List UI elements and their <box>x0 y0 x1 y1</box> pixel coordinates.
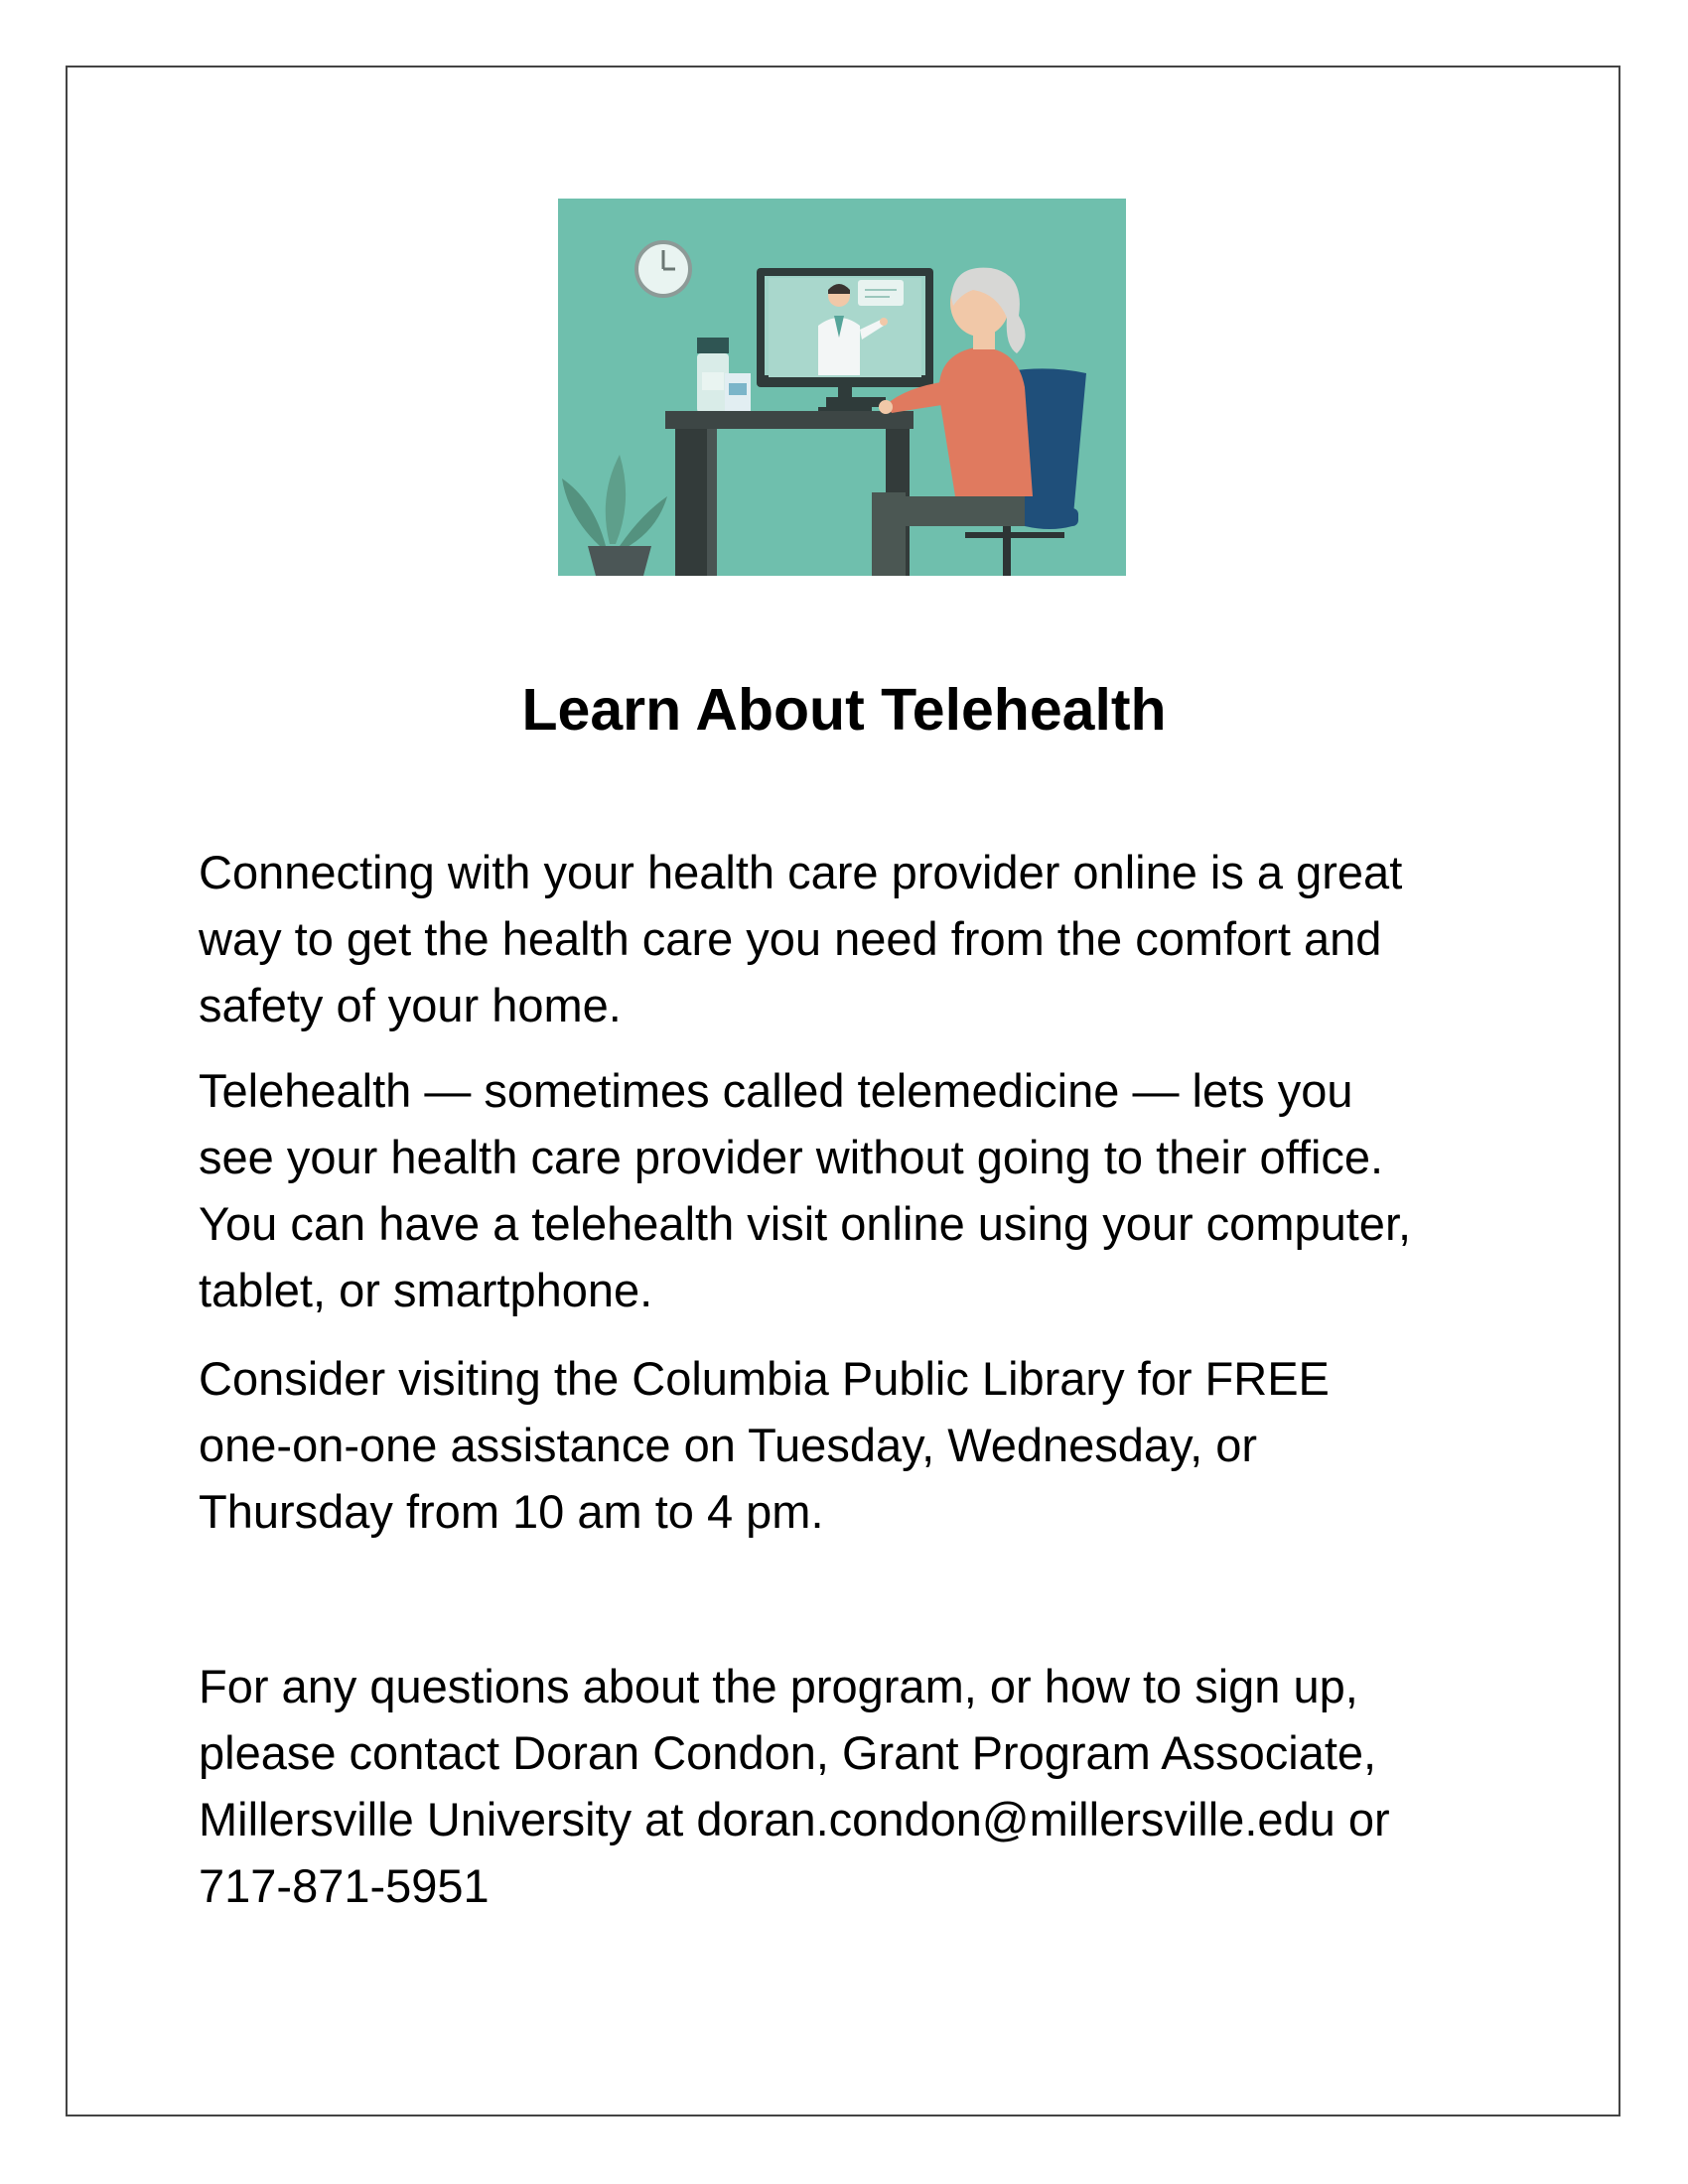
paragraph-line: please contact Doran Condon, Grant Program Associate, <box>199 1726 1377 1779</box>
paragraph-line: tablet, or smartphone. <box>199 1264 653 1316</box>
paragraph-line: Millersville University at doran.condon@millersville.edu or <box>199 1793 1390 1845</box>
paragraph-line: 717-871-5951 <box>199 1859 490 1912</box>
paragraph-line: Thursday from 10 am to 4 pm. <box>199 1485 824 1538</box>
library-assistance-paragraph <box>199 1345 1529 1545</box>
page-title: Learn About Telehealth <box>521 677 1167 743</box>
paragraph-line: Telehealth — sometimes called telemedicine — lets you <box>199 1064 1353 1117</box>
paragraph-line: Connecting with your health care provider online is a great <box>199 846 1403 898</box>
paragraph-line: You can have a telehealth visit online using your computer, <box>199 1197 1412 1250</box>
intro-paragraph <box>199 839 1529 1038</box>
paragraph-line: one-on-one assistance on Tuesday, Wednesday, or <box>199 1419 1257 1471</box>
telehealth-illustration-icon <box>558 199 1126 576</box>
contact-paragraph <box>199 1653 1529 1919</box>
paragraph-line: see your health care provider without going to their office. <box>199 1131 1384 1183</box>
paragraph-line: For any questions about the program, or how to sign up, <box>199 1660 1358 1712</box>
paragraph-line: way to get the health care you need from the comfort and <box>199 912 1382 965</box>
paragraph-line: Consider visiting the Columbia Public Library for FREE <box>199 1352 1330 1405</box>
paragraph-line: safety of your home. <box>199 979 622 1031</box>
telehealth-definition-paragraph <box>199 1057 1529 1323</box>
